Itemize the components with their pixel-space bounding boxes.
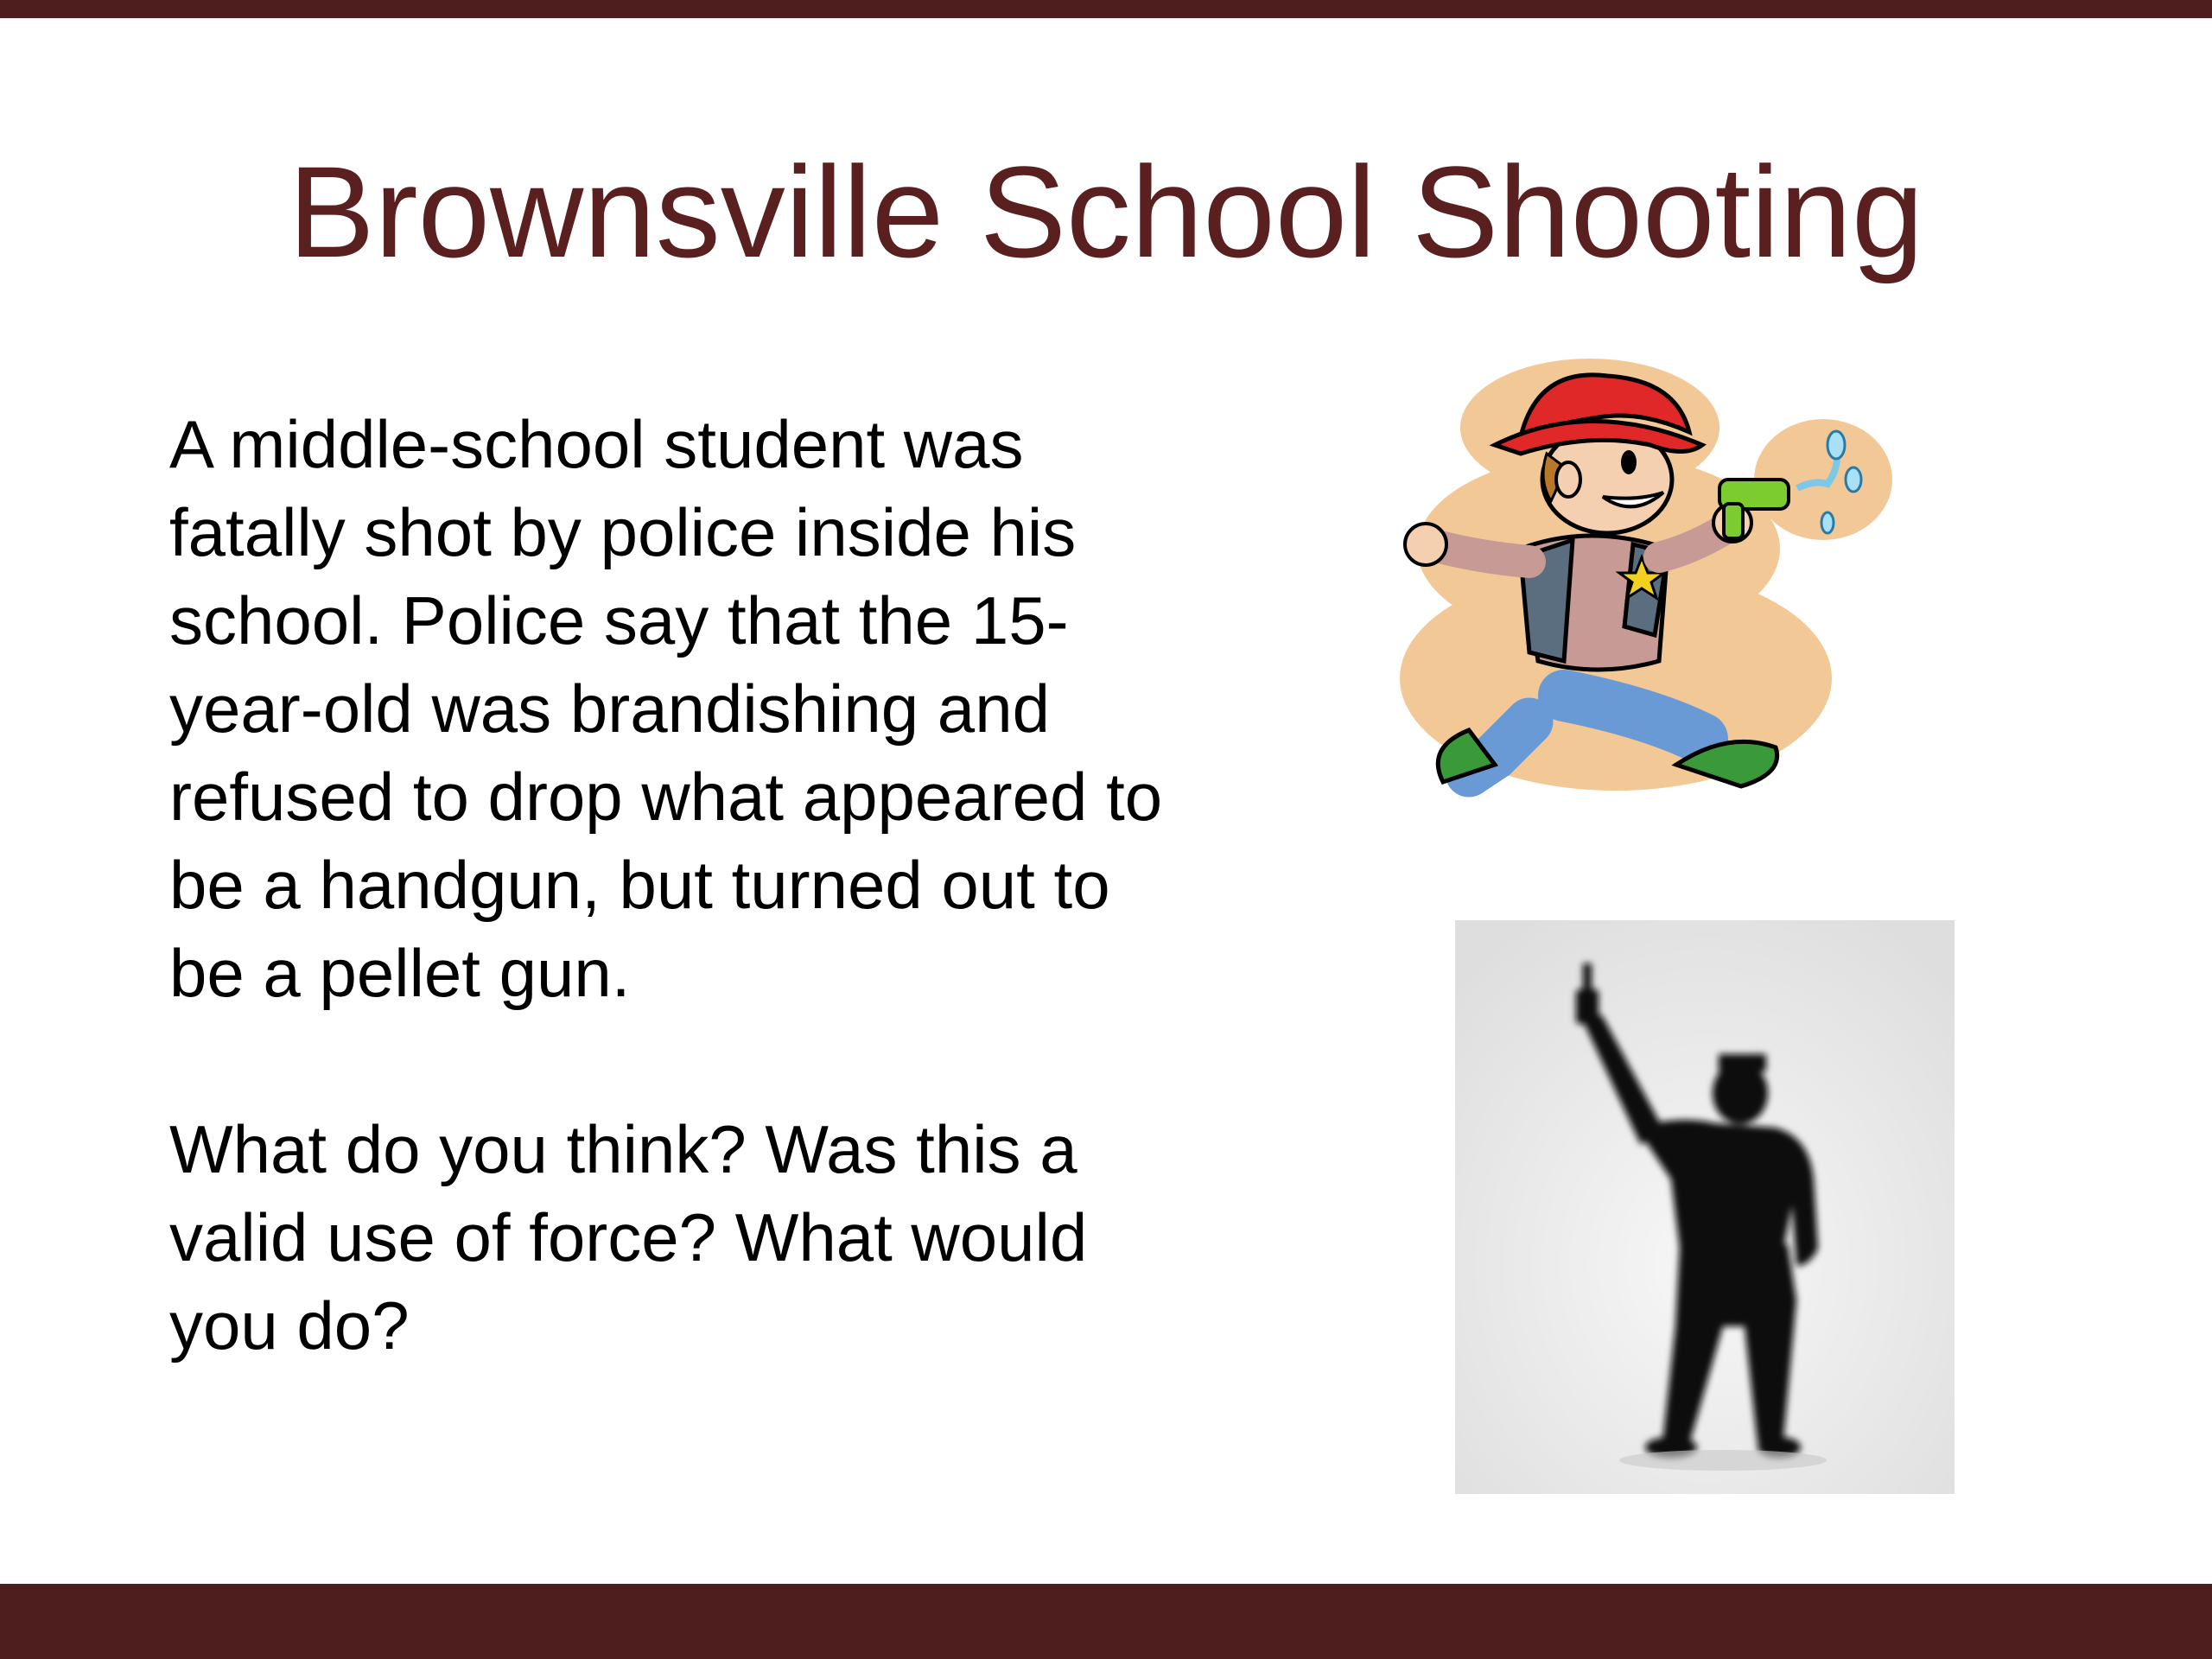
cartoon-cowboy-image (1391, 350, 1901, 817)
slide-body (169, 400, 1284, 1370)
top-border-bar (0, 0, 2212, 18)
body-paragraph-1: A middle-school student was fatally shot by police inside his school. Police say that the 15- year-old was brandishing and refused to drop what appeared to be a handgun, but turned out to be a pellet gun. (169, 406, 1163, 1011)
body-paragraph-2: What do you think? Was this a valid use of force? What would you do? (169, 1111, 1088, 1363)
slide-title: Brownsville School Shooting (288, 139, 1924, 284)
silhouette-photo (1455, 920, 1955, 1494)
bottom-border-bar (0, 1584, 2212, 1659)
